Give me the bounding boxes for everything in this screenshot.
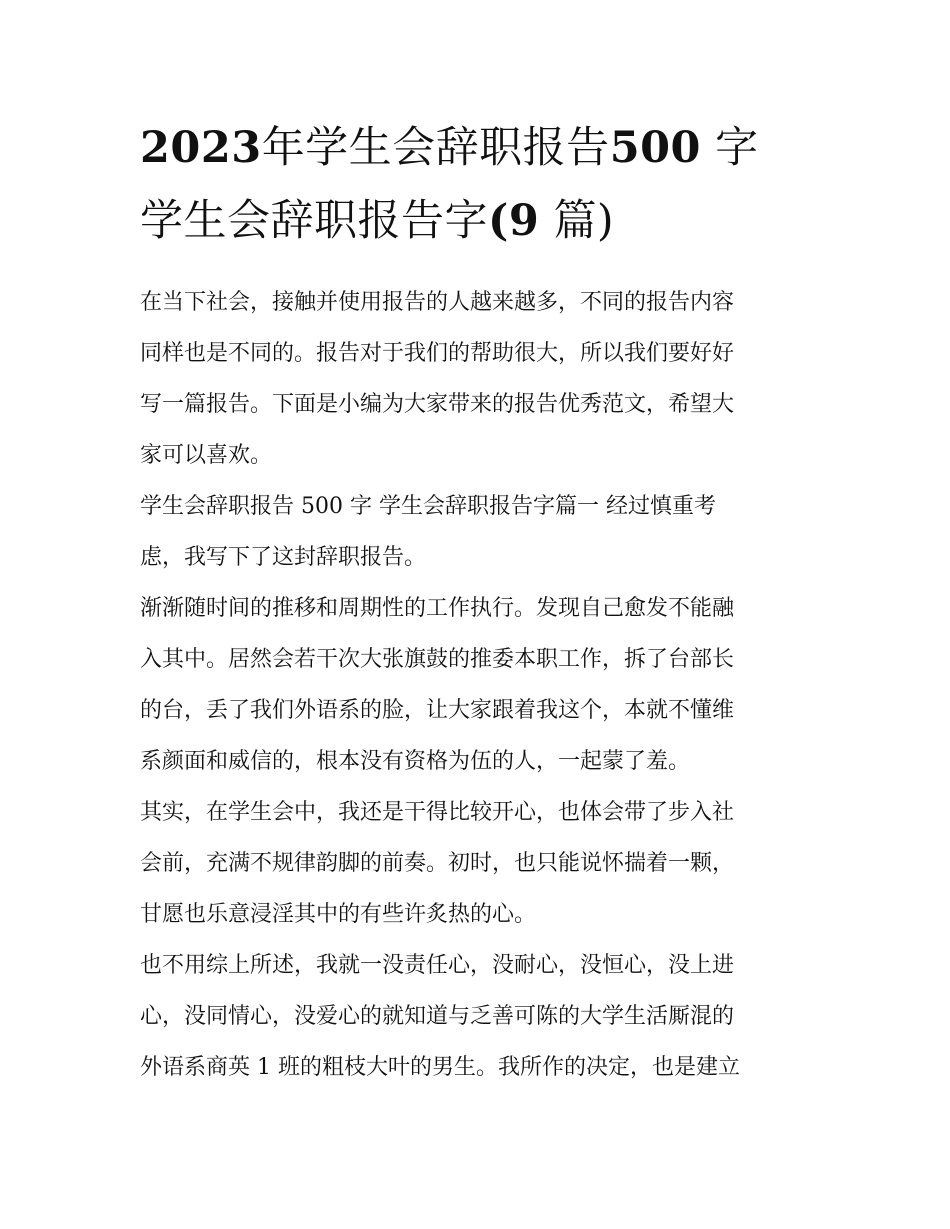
text-line: 心，没同情心，没爱心的就知道与乏善可陈的大学生活厮混的 (140, 1004, 735, 1029)
text-line: 外语系商英 1 班的粗枝大叶的男生。我所作的决定，也是建立 (140, 1055, 740, 1080)
title-text: 年学生会辞职报告 (261, 123, 610, 173)
paragraph (140, 787, 820, 940)
text-line: 渐渐随时间的推移和周期性的工作执行。发现自己愈发不能融 (140, 596, 735, 621)
title-line-1 (140, 112, 830, 185)
text-line: 的台，丢了我们外语系的脸，让大家跟着我这个，本就不懂维 (140, 698, 735, 723)
title-year: 2023 (140, 123, 262, 173)
paragraph (140, 583, 820, 787)
text-line: 家可以喜欢。 (140, 443, 273, 468)
paragraph (140, 481, 820, 583)
text-line: 甘愿也乐意浸淫其中的有些许炙热的心。 (140, 902, 537, 927)
document-body (140, 277, 820, 1093)
title-line-2 (140, 185, 830, 258)
title-text: 学生会辞职报告字 (140, 196, 488, 246)
title-text: 篇) (553, 196, 615, 246)
text-line: 虑，我写下了这封辞职报告。 (140, 545, 427, 570)
text-line: 同样也是不同的。报告对于我们的帮助很大，所以我们要好好 (140, 341, 735, 366)
text-line: 入其中。居然会若干次大张旗鼓的推委本职工作，拆了台部长 (140, 647, 735, 672)
title-count: (9 (488, 196, 540, 246)
text-line: 学生会辞职报告 500 字 学生会辞职报告字篇一 经过慎重考 (140, 494, 716, 519)
text-line: 系颜面和威信的，根本没有资格为伍的人，一起蒙了羞。 (140, 749, 691, 774)
title-text: 字 (715, 123, 759, 173)
document-title (140, 112, 830, 258)
text-line: 也不用综上所述，我就一没责任心，没耐心，没恒心，没上进 (140, 953, 735, 978)
paragraph (140, 940, 820, 1093)
text-line: 在当下社会，接触并使用报告的人越来越多，不同的报告内容 (140, 290, 735, 315)
text-line: 其实，在学生会中，我还是干得比较开心，也体会带了步入社 (140, 800, 735, 825)
paragraph (140, 277, 820, 481)
title-number: 500 (609, 123, 701, 173)
text-line: 写一篇报告。下面是小编为大家带来的报告优秀范文，希望大 (140, 392, 735, 417)
text-line: 会前，充满不规律韵脚的前奏。初时，也只能说怀揣着一颗， (140, 851, 735, 876)
